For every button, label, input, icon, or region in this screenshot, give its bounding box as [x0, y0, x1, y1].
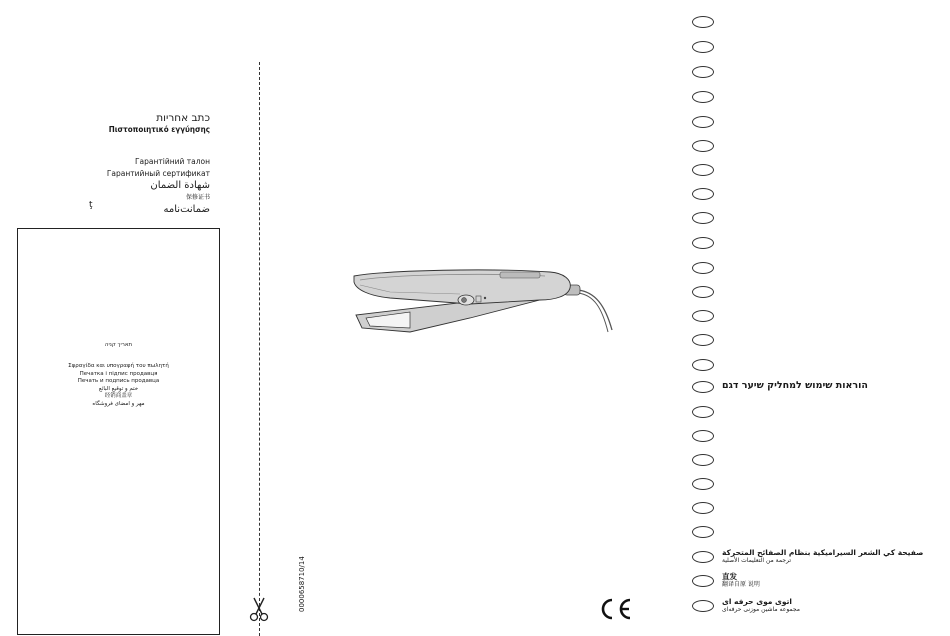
cut-line [259, 62, 260, 636]
warranty-title-persian: ضمانت‌نامه [163, 204, 210, 215]
language-oval [692, 454, 714, 466]
language-item-arabic[interactable] [692, 548, 942, 565]
language-item-persian[interactable] [692, 597, 942, 614]
language-item[interactable] [692, 334, 942, 348]
language-oval [692, 91, 714, 103]
language-list [692, 0, 942, 636]
language-item[interactable] [692, 66, 942, 80]
stamp-line-chinese: 经销商盖章 [104, 393, 133, 399]
language-oval [692, 237, 714, 249]
stamp-line-russian: Печать и подпись продавца [77, 378, 160, 384]
language-item[interactable] [692, 262, 942, 276]
language-item[interactable] [692, 188, 942, 202]
language-oval [692, 406, 714, 418]
language-item[interactable] [692, 237, 942, 251]
language-oval [692, 334, 714, 346]
language-oval [692, 188, 714, 200]
warranty-title-chinese: 保修证书 [185, 194, 210, 201]
ce-mark-icon [598, 597, 634, 621]
language-item[interactable] [692, 16, 942, 30]
language-item[interactable] [692, 526, 942, 540]
language-item[interactable] [692, 406, 942, 420]
language-item[interactable] [692, 116, 942, 130]
language-oval [692, 286, 714, 298]
warranty-title-arabic: شهادة الضمان [150, 180, 210, 191]
language-oval [692, 575, 714, 587]
language-oval [692, 526, 714, 538]
language-oval [692, 551, 714, 563]
stamp-line-arabic: ختم و توقيع البائع [98, 385, 139, 392]
language-oval [692, 262, 714, 274]
scissors-icon [249, 596, 269, 622]
language-oval [692, 140, 714, 152]
language-item[interactable] [692, 140, 942, 154]
language-oval [692, 359, 714, 371]
warranty-heading-block [60, 112, 210, 216]
language-oval [692, 430, 714, 442]
document-code: 0000658710/14 [298, 556, 306, 612]
language-label-chinese: 直发 翻译自原 说明 [722, 572, 760, 588]
language-oval [692, 66, 714, 78]
language-label-hebrew: הוראות שימוש למחליק שיער דגם [722, 380, 868, 391]
language-oval [692, 41, 714, 53]
language-label-arabic: صفيحة كي الشعر السيراميكية بنظام الصفائح المتحركة ترجمة من التعليمات الأصلية [722, 548, 924, 564]
warranty-title-hebrew: כתב אחריות [156, 112, 210, 124]
language-oval [692, 16, 714, 28]
language-item[interactable] [692, 164, 942, 178]
stamp-line-persian: مهر و امضای فروشگاه [92, 400, 145, 407]
stamp-lines [18, 363, 219, 408]
language-item[interactable] [692, 430, 942, 444]
language-item-hebrew[interactable] [692, 381, 942, 395]
language-item[interactable] [692, 310, 942, 324]
warranty-title-ukrainian: Гарантійний талон [134, 157, 210, 166]
language-oval [692, 502, 714, 514]
language-oval [692, 164, 714, 176]
language-item[interactable] [692, 286, 942, 300]
warranty-title-greek: Πιστοποιητικό εγγύησης [108, 125, 210, 134]
side-mark: ţ [89, 200, 93, 210]
language-item[interactable] [692, 454, 942, 468]
language-item[interactable] [692, 478, 942, 492]
language-oval [692, 116, 714, 128]
language-item[interactable] [692, 502, 942, 516]
language-item[interactable] [692, 41, 942, 55]
stamp-line-greek: Σφραγίδα και υπογραφή του πωλητή [68, 363, 169, 369]
language-item-chinese[interactable] [692, 572, 942, 589]
language-item[interactable] [692, 359, 942, 373]
language-oval [692, 310, 714, 322]
language-item[interactable] [692, 212, 942, 226]
language-oval [692, 381, 714, 393]
dealer-stamp-box [17, 228, 220, 635]
purchase-date-label: תאריך קניה [104, 342, 133, 348]
language-label-persian: اتوی موی حرفه ای مجموعه ماشین موزنی حرفه‌ای [722, 597, 800, 613]
language-oval [692, 212, 714, 224]
language-oval [692, 600, 714, 612]
warranty-title-russian: Гарантийный сертификат [106, 169, 210, 178]
stamp-line-ukrainian: Печатка і підпис продавця [79, 370, 158, 377]
hair-straightener-illustration [350, 260, 620, 340]
language-item[interactable] [692, 91, 942, 105]
language-oval [692, 478, 714, 490]
